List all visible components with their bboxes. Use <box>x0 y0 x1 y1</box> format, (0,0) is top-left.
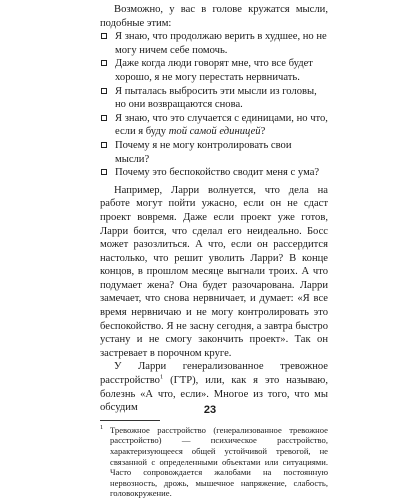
checkbox-icon <box>101 142 107 148</box>
text-column <box>100 0 328 499</box>
checklist-item: Почему я не могу контролировать свои мысли? <box>100 139 328 166</box>
checklist-item: Я знаю, что это случается с единицами, но что, если я буду той самой единицей? <box>100 112 328 139</box>
checklist-item: Я пыталась выбросить эти мысли из головы, но они возвращаются снова. <box>100 85 328 112</box>
footnote: 1 Тревожное расстройство (генерализованное тревожное расстройство) — психическое расстройство, характеризующееся общей устойчивой тревогой, не связанной с определенными объектами или ситуациями. Часто сопровождается жалобами на постоянную нервозность, дрожь, мышечное напряжение, слабость, головокружение. <box>100 423 328 499</box>
checklist-item: Почему это беспокойство сводит меня с ума? <box>100 166 328 180</box>
page-number: 23 <box>203 404 217 416</box>
checkbox-icon <box>101 33 107 39</box>
intro-paragraph: Возможно, у вас в голове кружатся мысли, подобные этим: <box>100 4 328 29</box>
footnote-reference: 1 <box>159 373 164 381</box>
footnote-number: 1 <box>100 423 104 431</box>
body-paragraph: Например, Ларри волнуется, что дела на работе могут пойти ужасно, если он не сдаст проект вовремя. Даже если проект уже готов, Ларри боится, что сделал его неидеально. Босс может разозлиться. А что, если он рассердится настолько, что решит уволить Ларри? В конце концов, в прошлом месяце выгнали троих. А что подумает жена? Она будет разочарована. Ларри замечает, что снова нервничает, и думает: «Я все время нервничаю и не могу контролировать это беспокойство. Я не засну сегодня, а завтра быстро устану и не смогу закончить проект». Так он застревает в порочном круге. <box>100 184 328 359</box>
checkbox-icon <box>101 60 107 66</box>
body-paragraph: У Ларри генерализованное тревожное расстройство$^1$ (ГТР), или, как я это называю, болезнь «А что, если». Многое из того, что мы обсудим <box>100 361 328 414</box>
checklist-item: Я знаю, что продолжаю верить в худшее, но не могу ничем себе помочь. <box>100 30 328 57</box>
checkbox-icon <box>101 88 107 94</box>
thought-checklist <box>100 30 328 180</box>
checkbox-icon <box>101 169 107 175</box>
emphasis-text: той самой единицей <box>168 126 261 138</box>
checklist-item: Даже когда люди говорят мне, что все будет хорошо, я не могу перестать нервничать. <box>100 57 328 84</box>
checkbox-icon <box>101 115 107 121</box>
